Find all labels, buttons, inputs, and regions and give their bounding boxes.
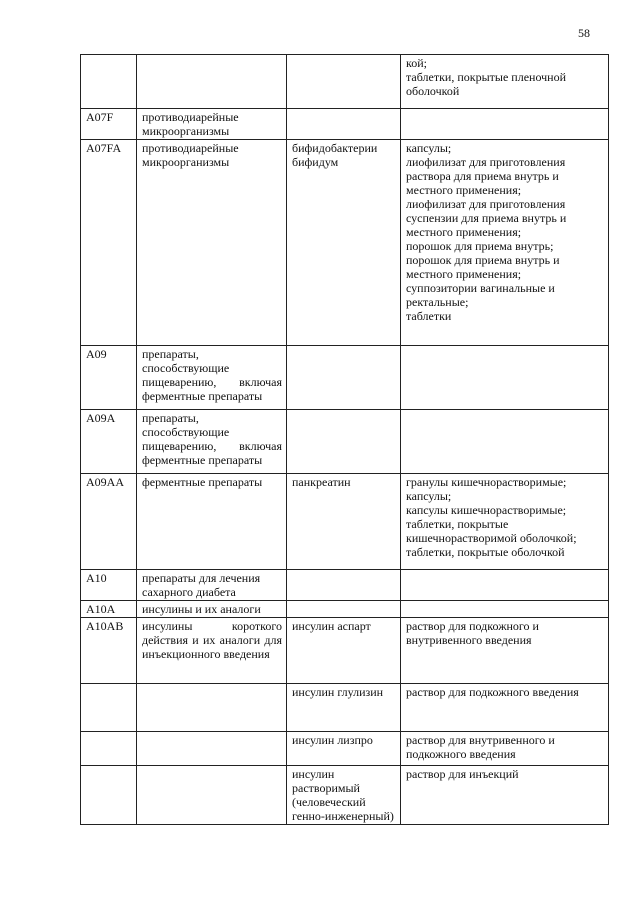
drug-name-cell xyxy=(287,109,401,140)
table-row xyxy=(81,618,609,684)
drug-name-cell xyxy=(287,732,401,766)
drug-name-text: бифидобактерии бифидум xyxy=(292,141,378,169)
dosage-forms-text: гранулы кишечнорастворимые; капсулы; капсулы кишечнорастворимые; таблетки, покрытые кишечнорастворимой оболочкой; таблетки, покрытые оболочкой xyxy=(406,475,577,559)
pharmacological-group-text: препараты для лечения сахарного диабета xyxy=(142,571,261,599)
dosage-forms-cell xyxy=(401,474,609,570)
pharmacological-group-cell xyxy=(137,109,287,140)
page-number: 58 xyxy=(578,26,590,40)
drug-name-cell xyxy=(287,684,401,732)
pharmacological-group-cell xyxy=(137,732,287,766)
pharmacological-group-text: препараты, способствующие пищеварению, включая ферментные препараты xyxy=(142,347,282,403)
atc-code-text: A07FA xyxy=(86,141,122,155)
atc-code-cell xyxy=(81,766,137,825)
dosage-forms-cell xyxy=(401,410,609,474)
dosage-forms-cell xyxy=(401,601,609,618)
pharmacological-group-cell xyxy=(137,55,287,109)
table-body xyxy=(81,55,609,825)
table-row xyxy=(81,55,609,109)
atc-code-cell xyxy=(81,618,137,684)
dosage-forms-cell xyxy=(401,570,609,601)
table-row xyxy=(81,346,609,410)
atc-code-cell xyxy=(81,732,137,766)
pharmacological-group-text: инсулины и их аналоги xyxy=(142,602,261,616)
pharmacological-group-cell xyxy=(137,474,287,570)
pharmacological-group-text: ферментные препараты xyxy=(142,475,263,489)
atc-code-text: A09AA xyxy=(86,475,124,489)
pharmacological-group-cell xyxy=(137,618,287,684)
dosage-forms-text: кой; таблетки, покрытые пленочной оболочкой xyxy=(406,56,567,98)
dosage-forms-text: раствор для внутривенного и подкожного введения xyxy=(406,733,555,761)
dosage-forms-cell xyxy=(401,109,609,140)
table-row xyxy=(81,601,609,618)
atc-code-text: A09 xyxy=(86,347,107,361)
atc-code-cell xyxy=(81,346,137,410)
dosage-forms-text: раствор для инъекций xyxy=(406,767,519,781)
dosage-forms-text: капсулы; лиофилизат для приготовления раствора для приема внутрь и местного применения; лиофилизат для приготовления суспензии для приема внутрь и местного применения; порошок для приема внутрь; порошок для приема внутрь и местного применения; суппозитории вагинальные и ректальные; таблетки xyxy=(406,141,567,323)
pharmacological-group-cell xyxy=(137,570,287,601)
table-row xyxy=(81,766,609,825)
drug-table xyxy=(80,54,609,825)
atc-code-text: A10 xyxy=(86,571,107,585)
dosage-forms-cell xyxy=(401,55,609,109)
pharmacological-group-cell xyxy=(137,140,287,346)
drug-name-cell xyxy=(287,570,401,601)
dosage-forms-text: раствор для подкожного и внутривенного введения xyxy=(406,619,539,647)
atc-code-cell xyxy=(81,140,137,346)
drug-name-cell xyxy=(287,140,401,346)
atc-code-text: A10AB xyxy=(86,619,124,633)
pharmacological-group-cell xyxy=(137,601,287,618)
dosage-forms-cell xyxy=(401,346,609,410)
dosage-forms-cell xyxy=(401,766,609,825)
pharmacological-group-text: противодиарейные микроорганизмы xyxy=(142,110,239,138)
atc-code-cell xyxy=(81,410,137,474)
pharmacological-group-text: инсулины короткого действия и их аналоги для инъекционного введения xyxy=(142,619,282,661)
drug-name-cell xyxy=(287,346,401,410)
table-row xyxy=(81,684,609,732)
drug-name-text: инсулин глулизин xyxy=(292,685,384,699)
pharmacological-group-cell xyxy=(137,410,287,474)
atc-code-cell xyxy=(81,55,137,109)
drug-name-cell xyxy=(287,55,401,109)
atc-code-cell xyxy=(81,109,137,140)
drug-name-cell xyxy=(287,410,401,474)
pharmacological-group-text: препараты, способствующие пищеварению, включая ферментные препараты xyxy=(142,411,282,467)
atc-code-cell xyxy=(81,601,137,618)
table-row xyxy=(81,732,609,766)
dosage-forms-cell xyxy=(401,618,609,684)
atc-code-cell xyxy=(81,474,137,570)
pharmacological-group-cell xyxy=(137,766,287,825)
drug-name-text: инсулин растворимый (человеческий генно-инженерный) xyxy=(292,767,394,823)
table-row xyxy=(81,140,609,346)
dosage-forms-text: раствор для подкожного введения xyxy=(406,685,579,699)
table-row xyxy=(81,570,609,601)
table-row xyxy=(81,109,609,140)
drug-name-cell xyxy=(287,766,401,825)
atc-code-text: A07F xyxy=(86,110,114,124)
pharmacological-group-cell xyxy=(137,346,287,410)
pharmacological-group-text: противодиарейные микроорганизмы xyxy=(142,141,239,169)
atc-code-cell xyxy=(81,684,137,732)
drug-name-cell xyxy=(287,618,401,684)
table-row xyxy=(81,410,609,474)
drug-name-cell xyxy=(287,601,401,618)
dosage-forms-cell xyxy=(401,684,609,732)
pharmacological-group-cell xyxy=(137,684,287,732)
drug-name-text: инсулин лизпро xyxy=(292,733,373,747)
atc-code-text: A09A xyxy=(86,411,116,425)
drug-name-text: панкреатин xyxy=(292,475,351,489)
dosage-forms-cell xyxy=(401,140,609,346)
atc-code-text: A10A xyxy=(86,602,116,616)
drug-name-cell xyxy=(287,474,401,570)
table-row xyxy=(81,474,609,570)
atc-code-cell xyxy=(81,570,137,601)
drug-name-text: инсулин аспарт xyxy=(292,619,371,633)
dosage-forms-cell xyxy=(401,732,609,766)
